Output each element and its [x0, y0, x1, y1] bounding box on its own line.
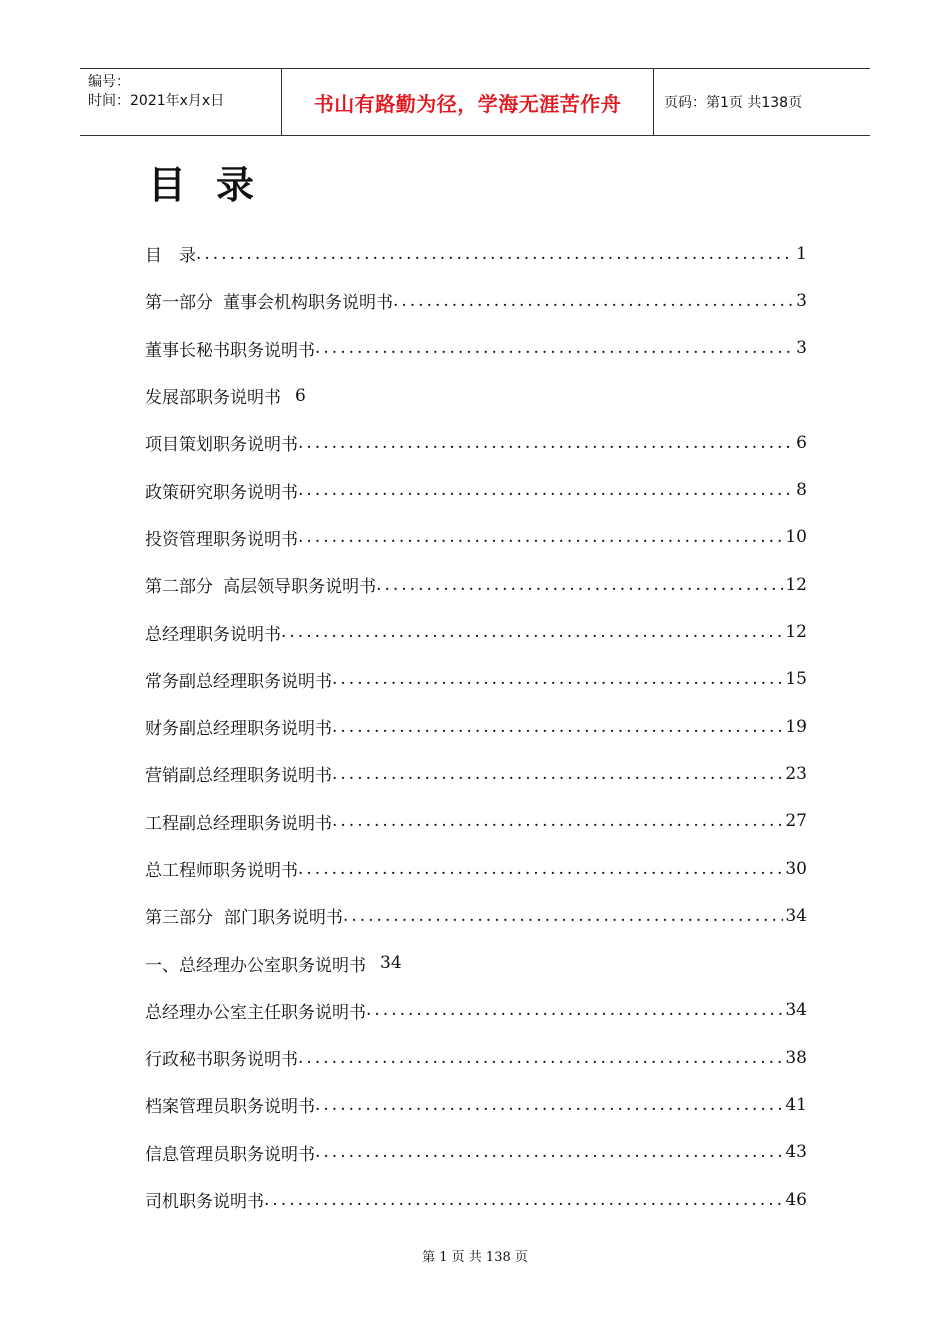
toc-dot-leader — [298, 433, 794, 453]
toc-dot-leader — [332, 717, 783, 737]
toc-dot-leader — [332, 764, 783, 784]
toc-entry[interactable] — [145, 466, 807, 513]
toc-entry[interactable] — [145, 1034, 807, 1081]
page-footer: 第 1 页 共 138 页 — [422, 1250, 528, 1265]
toc-page-number: 1 — [796, 243, 807, 264]
toc-entry-title: 行政秘书职务说明书 — [145, 1050, 298, 1071]
table-of-contents — [145, 230, 807, 1223]
toc-entry-title: 项目策划职务说明书 — [145, 435, 298, 456]
toc-entry[interactable] — [145, 939, 807, 986]
toc-entry[interactable] — [145, 514, 807, 561]
toc-entry[interactable] — [145, 325, 807, 372]
toc-entry[interactable] — [145, 561, 807, 608]
time-label: 时间：2021年x月x日 — [88, 93, 225, 109]
page-title: 目录 — [148, 163, 285, 207]
toc-entry[interactable] — [145, 1081, 807, 1128]
toc-entry-title: 投资管理职务说明书 — [145, 529, 298, 550]
toc-dot-leader — [281, 622, 783, 642]
toc-page-number: 46 — [785, 1189, 807, 1210]
toc-page-number: 23 — [785, 763, 807, 784]
toc-entry[interactable] — [145, 892, 807, 939]
toc-page-number: 34 — [785, 1000, 807, 1021]
toc-entry-title: 目 录 — [145, 246, 196, 267]
toc-dot-leader — [298, 527, 783, 547]
toc-entry-title: 司机职务说明书 — [145, 1192, 264, 1213]
toc-entry-title: 信息管理员职务说明书 — [145, 1144, 315, 1165]
toc-entry[interactable] — [145, 845, 807, 892]
toc-dot-leader — [298, 1048, 783, 1068]
toc-page-number: 12 — [785, 622, 807, 643]
toc-page-number: 38 — [785, 1047, 807, 1068]
toc-page-number: 43 — [785, 1142, 807, 1163]
toc-page-number: 34 — [380, 953, 402, 974]
toc-dot-leader — [366, 1000, 783, 1020]
toc-page-number: 6 — [796, 432, 807, 453]
toc-entry[interactable] — [145, 419, 807, 466]
toc-page-number: 27 — [785, 811, 807, 832]
toc-entry-title: 第二部分 — [145, 577, 213, 598]
toc-entry-title: 发展部职务说明书 — [145, 388, 281, 409]
toc-entry-subtitle: 高层领导职务说明书 — [223, 577, 377, 598]
number-label: 编号： — [88, 74, 130, 90]
toc-entry[interactable] — [145, 703, 807, 750]
toc-page-number: 41 — [785, 1094, 807, 1115]
toc-entry[interactable] — [145, 750, 807, 797]
toc-dot-leader — [196, 244, 794, 264]
toc-entry[interactable] — [145, 608, 807, 655]
toc-page-number: 12 — [785, 574, 807, 595]
toc-dot-leader — [393, 291, 794, 311]
toc-entry-title: 营销副总经理职务说明书 — [145, 766, 332, 787]
toc-entry[interactable] — [145, 656, 807, 703]
toc-entry-title: 政策研究职务说明书 — [145, 482, 298, 503]
toc-entry[interactable] — [145, 277, 807, 324]
toc-page-number: 15 — [785, 669, 807, 690]
toc-entry-title: 常务副总经理职务说明书 — [145, 671, 332, 692]
toc-entry-title: 第三部分 — [145, 908, 213, 929]
toc-entry-title: 一、总经理办公室职务说明书 — [145, 955, 366, 976]
toc-page-number: 6 — [295, 385, 306, 406]
toc-dot-leader — [343, 906, 783, 926]
toc-page-number: 3 — [796, 338, 807, 359]
toc-dot-leader — [332, 811, 783, 831]
toc-page-number: 8 — [796, 480, 807, 501]
toc-page-number: 3 — [796, 290, 807, 311]
toc-entry[interactable] — [145, 1176, 807, 1223]
toc-entry-subtitle: 部门职务说明书 — [223, 908, 343, 929]
toc-dot-leader — [315, 338, 794, 358]
toc-entry[interactable] — [145, 372, 807, 419]
toc-entry[interactable] — [145, 987, 807, 1034]
toc-entry-title: 总经理办公室主任职务说明书 — [145, 1002, 366, 1023]
toc-entry[interactable] — [145, 1129, 807, 1176]
toc-dot-leader — [315, 1095, 783, 1115]
toc-dot-leader — [376, 575, 783, 595]
header-meta — [80, 69, 282, 135]
toc-entry-title: 总工程师职务说明书 — [145, 861, 298, 881]
toc-dot-leader — [332, 669, 783, 689]
toc-page-number: 30 — [785, 858, 807, 879]
toc-page-number: 10 — [785, 527, 807, 548]
toc-dot-leader — [315, 1142, 783, 1162]
header-motto: 书山有路勤为径，学海无涯苦作舟 — [282, 69, 654, 135]
toc-entry-subtitle: 董事会机构职务说明书 — [222, 293, 393, 314]
toc-dot-leader — [298, 859, 783, 879]
toc-entry[interactable] — [145, 230, 807, 277]
toc-entry[interactable] — [145, 798, 807, 845]
toc-entry-title: 工程副总经理职务说明书 — [145, 813, 332, 834]
toc-entry-title: 总经理职务说明书 — [145, 624, 281, 645]
toc-dot-leader — [298, 480, 794, 500]
toc-entry-title: 董事长秘书职务说明书 — [145, 340, 315, 361]
toc-page-number: 34 — [785, 905, 807, 926]
toc-entry-title: 第一部分 — [145, 293, 213, 314]
toc-entry-title: 档案管理员职务说明书 — [145, 1097, 315, 1118]
header-page-info: 页码：第1页 共138页 — [664, 95, 803, 111]
page-header — [80, 68, 870, 136]
toc-page-number: 19 — [785, 716, 807, 737]
toc-entry-title: 财务副总经理职务说明书 — [145, 719, 332, 740]
toc-dot-leader — [264, 1190, 783, 1210]
